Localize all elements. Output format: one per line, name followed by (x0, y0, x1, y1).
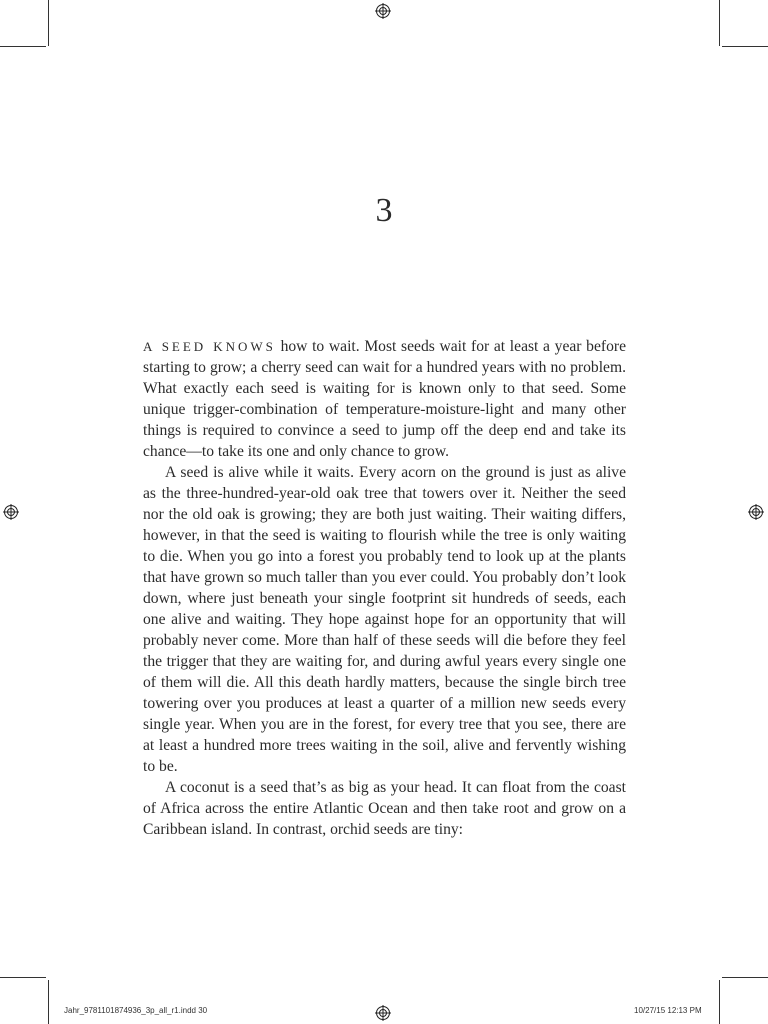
paragraph-2: A seed is alive while it waits. Every acorn on the ground is just as alive as the three-hundred-year-old oak tree that towers over it. Neither the seed nor the old oak is growing; they are both just waiting. Their waiting differs, however, in that the seed is waiting to flourish while the tree is only waiting to die. When you go into a forest you probably tend to look up at the plants that have grown so much taller than you ever could. You probably don’t look down, where just beneath your single footprint sit hundreds of seeds, each one alive and waiting. They hope against hope for an opportunity that will probably never come. More than half of these seeds will die before they feel the trigger that they are waiting for, and during awful years every single one of them will die. All this death hardly matters, because the single birch tree towering over you produces at least a quarter of a million new seeds every single year. When you are in the forest, for every tree that you see, there are at least a hundred more trees waiting in the soil, alive and fervently wishing to be. (143, 464, 626, 775)
crop-mark-bottom-left-vertical (48, 980, 49, 1024)
registration-mark-icon (748, 504, 764, 520)
crop-mark-bottom-right-vertical (719, 980, 720, 1024)
slug-filename: Jahr_9781101874936_3p_all_r1.indd 30 (64, 1006, 208, 1015)
body-text (143, 336, 626, 840)
lead-in-smallcaps: A SEED KNOWS (143, 339, 276, 354)
crop-mark-top-left-horizontal (0, 46, 46, 47)
paragraph-3: A coconut is a seed that’s as big as your head. It can float from the coast of Africa across the entire Atlantic Ocean and then take root and grow on a Caribbean island. In contrast, orchid seeds are tiny: (143, 779, 626, 838)
crop-mark-top-left-vertical (48, 0, 49, 46)
slug-datetime: 10/27/15 12:13 PM (634, 1006, 702, 1015)
registration-mark-icon (3, 504, 19, 520)
crop-mark-top-right-horizontal (722, 46, 768, 47)
crop-mark-bottom-right-horizontal (722, 977, 768, 978)
crop-mark-top-right-vertical (719, 0, 720, 46)
registration-mark-icon (375, 1005, 391, 1021)
crop-mark-bottom-left-horizontal (0, 977, 46, 978)
paragraph-1 (143, 336, 626, 462)
paragraph-1-text: how to wait. Most seeds wait for at least a year before starting to grow; a cherry seed can wait for a hundred years with no problem. What exactly each seed is waiting for is known only to that seed. Some unique trigger-combination of temperature-moisture-light and many other things is required to convince a seed to jump off the deep end and take its chance—to take its one and only chance to grow. (143, 338, 626, 460)
chapter-number: 3 (375, 192, 393, 229)
registration-mark-icon (375, 3, 391, 19)
